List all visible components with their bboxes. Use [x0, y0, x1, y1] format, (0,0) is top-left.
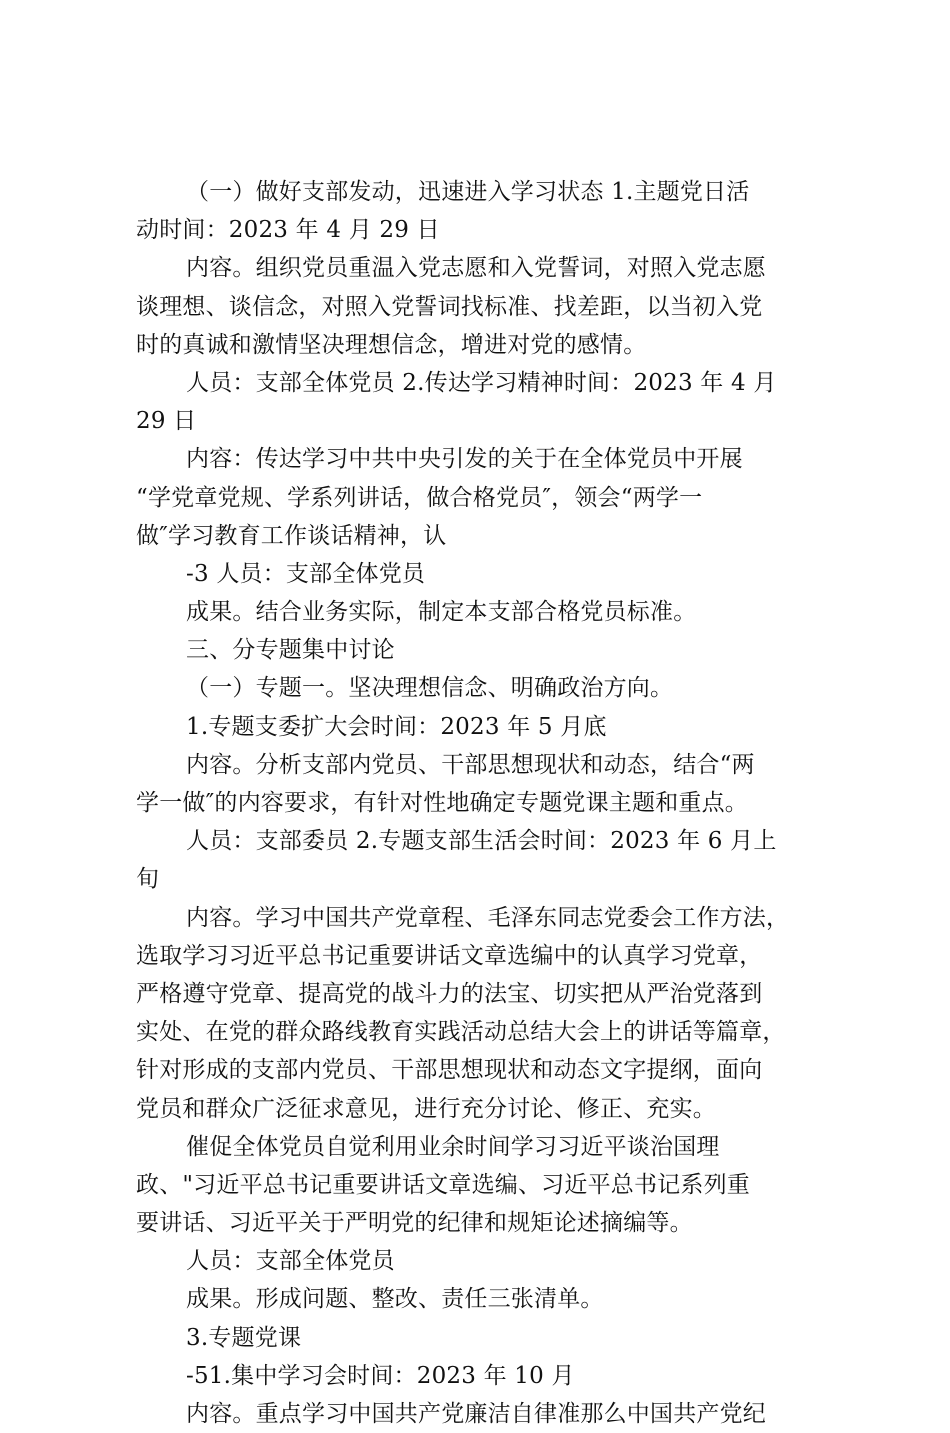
text-line: 针对形成的支部内党员、干部思想现状和动态文字提纲，面向	[136, 1057, 763, 1084]
text-line: 动时间：2023 年 4 月 29 日	[136, 217, 440, 244]
text-line: 内容。组织党员重温入党志愿和入党誓词，对照入党志愿	[186, 255, 766, 282]
text-line: 人员：支部全体党员	[186, 1248, 395, 1275]
text-line: 学一做″的内容要求，有针对性地确定专题党课主题和重点。	[136, 790, 748, 816]
text-line: 内容：传达学习中共中央引发的关于在全体党员中开展	[186, 446, 743, 473]
text-line: 内容。学习中国共产党章程、毛泽东同志党委会工作方法，	[186, 904, 790, 931]
text-line: 做″学习教育工作谈话精神，认	[136, 522, 447, 549]
document-body	[136, 173, 836, 1433]
text-line: 时的真诚和激情坚决理想信念，增进对党的感情。	[136, 331, 647, 358]
text-line: 选取学习习近平总书记重要讲话文章选编中的认真学习党章，	[136, 942, 763, 969]
text-line: 旬	[136, 866, 160, 893]
text-line: 成果。结合业务实际，制定本支部合格党员标准。	[186, 599, 697, 626]
text-line: 党员和群众广泛征求意见，进行充分讨论、修正、充实。	[136, 1095, 716, 1122]
text-line: 三、分专题集中讨论	[186, 637, 395, 664]
text-line: 催促全体党员自觉利用业余时间学习习近平谈治国理	[186, 1133, 720, 1160]
text-line: 29 日	[136, 408, 197, 435]
text-line: （一）专题一。坚决理想信念、明确政治方向。	[186, 675, 674, 702]
text-line: 严格遵守党章、提高党的战斗力的法宝、切实把从严治党落到	[136, 980, 763, 1007]
text-line: 要讲话、习近平关于严明党的纪律和规矩论述摘编等。	[136, 1210, 693, 1237]
text-line: （一）做好支部发动，迅速进入学习状态 1.主题党日活	[186, 179, 750, 205]
text-line: 谈理想、谈信念，对照入党誓词找标准、找差距，以当初入党	[136, 293, 763, 320]
text-line: 政、"习近平总书记重要讲话文章选编、习近平总书记系列重	[136, 1171, 750, 1198]
text-line: 实处、在党的群众路线教育实践活动总结大会上的讲话等篇章，	[136, 1019, 786, 1046]
text-line: 人员：支部委员 2.专题支部生活会时间：2023 年 6 月上	[186, 828, 777, 855]
text-line: 3.专题党课	[186, 1324, 302, 1351]
text-line: “学党章党规、学系列讲话，做合格党员″，领会“两学一	[136, 484, 703, 511]
text-line: 内容。重点学习中国共产党廉洁自律准那么中国共产党纪	[186, 1401, 766, 1427]
text-line: -51.集中学习会时间：2023 年 10 月	[186, 1362, 575, 1389]
text-line: 1.专题支委扩大会时间：2023 年 5 月底	[186, 713, 607, 740]
text-line: 成果。形成问题、整改、责任三张清单。	[186, 1286, 604, 1313]
text-line: 内容。分析支部内党员、干部思想现状和动态，结合“两	[186, 751, 755, 778]
text-line: 人员：支部全体党员 2.传达学习精神时间：2023 年 4 月	[186, 369, 777, 396]
text-line: -3 人员：支部全体党员	[186, 560, 426, 587]
